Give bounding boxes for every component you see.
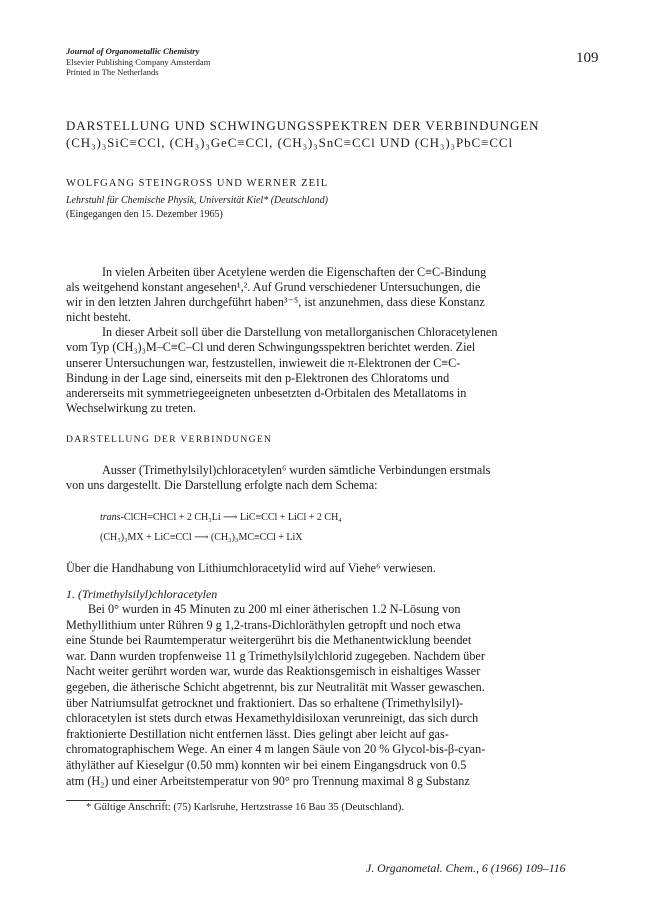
text-line: In vielen Arbeiten über Acetylene werden die Eigenschaften der C≡C-Bindung	[102, 265, 487, 279]
subsection-heading	[66, 587, 217, 602]
reaction-equation-1	[100, 512, 342, 523]
title-line-2: (CH₃)₃SiC≡CCl, (CH₃)₃GeC≡CCl, (CH₃)₃SnC≡CCl UND (CH₃)₃PbC≡CCl	[66, 135, 513, 150]
author-list: WOLFGANG STEINGROSS UND WERNER ZEIL	[66, 178, 329, 189]
printed-line: Printed in The Netherlands	[66, 67, 159, 78]
subsection-number: 1.	[66, 587, 75, 601]
text-line: Nacht weiter gerührt worden war, wurde das Reaktionsgemisch in eishaltiges Wasser	[66, 664, 481, 679]
footnote: * Gültige Anschrift: (75) Karlsruhe, Hertzstrasse 16 Bau 35 (Deutschland).	[86, 802, 405, 813]
text-line: andererseits mit symmetriegeeigneten unbesetzten d-Orbitalen des Metallatoms in	[66, 385, 467, 400]
procedure-paragraph	[66, 602, 600, 789]
text-line: nicht besteht.	[66, 310, 131, 325]
page-number: 109	[576, 50, 599, 66]
title-line-1: DARSTELLUNG UND SCHWINGUNGSSPEKTREN DER VERBINDUNGEN	[66, 118, 540, 133]
affiliation: Lehrstuhl für Chemische Physik, Universität Kiel* (Deutschland)	[66, 195, 328, 206]
trans-prefix: trans-	[100, 512, 124, 523]
section-intro	[66, 463, 600, 493]
section-heading: DARSTELLUNG DER VERBINDUNGEN	[66, 434, 273, 445]
footnote-divider	[66, 800, 166, 801]
text-line: als weitgehend konstant angesehen¹,². Auf Grund verschiedener Untersuchungen, die	[66, 280, 481, 295]
text-line: von uns dargestellt. Die Darstellung erfolgte nach dem Schema:	[66, 478, 378, 493]
journal-citation-footer: J. Organometal. Chem., 6 (1966) 109–116	[366, 861, 566, 875]
publisher-line: Elsevier Publishing Company Amsterdam	[66, 56, 211, 67]
reaction-equation-2: (CH₃)₃MX + LiC≡CCl ⟶ (CH₃)₃MC≡CCl + LiX	[100, 532, 303, 543]
journal-header	[66, 46, 210, 78]
text-line: Methyllithium unter Rühren 9 g 1,2-trans-Dichloräthylen getropft und noch etwa	[66, 617, 461, 632]
intro-paragraphs	[66, 265, 600, 416]
text-line: chloracetylen ist stets durch etwas Hexamethyldisiloxan verunreinigt, das sich durch	[66, 711, 479, 726]
text-line: äthyläther auf Kieselgur (0.50 mm) konnten wir bei einem Eingangsdruck von 0.5	[66, 757, 467, 772]
article-title	[66, 117, 539, 151]
journal-name: Journal of Organometallic Chemistry	[66, 46, 200, 56]
text-line: In dieser Arbeit soll über die Darstellung von metallorganischen Chloracetylenen	[102, 325, 498, 340]
subsection-title: (Trimethylsilyl)chloracetylen	[78, 587, 218, 601]
handling-note-paragraph	[66, 561, 600, 576]
text-line: war. Dann wurden tropfenweise 11 g Trimethylsilylchlorid zugegeben. Nachdem über	[66, 648, 485, 663]
text-line: chromatographischem Wege. An einer 4 m langen Säule von 20 % Glycol-bis-β-cyan-	[66, 742, 486, 757]
text-line: wir in den letzten Jahren durchgeführt haben³⁻⁵, ist anzunehmen, dass diese Konstanz	[66, 295, 485, 310]
text-line: Über die Handhabung von Lithiumchloracetylid wird auf Viehe⁶ verwiesen.	[66, 561, 436, 575]
text-line: atm (H₂) und einer Arbeitstemperatur von 90° pro Trennung maximal 8 g Substanz	[66, 773, 470, 788]
text-line: unserer Untersuchungen war, festzustellen, inwieweit die π-Elektronen der C≡C-	[66, 355, 461, 370]
text-line: Ausser (Trimethylsilyl)chloracetylen⁶ wurden sämtliche Verbindungen erstmals	[102, 463, 491, 477]
received-date: (Eingegangen den 15. Dezember 1965)	[66, 209, 223, 220]
text-line: Bindung in der Lage sind, einerseits mit den p-Elektronen des Chloratoms und	[66, 370, 450, 385]
text-line: vom Typ (CH₃)₃M–C≡C–Cl und deren Schwingungsspektren berichtet werden. Ziel	[66, 340, 476, 355]
equation-text: ClCH=CHCl + 2 CH₃Li ⟶ LiC≡CCl + LiCl + 2 CH₄	[123, 512, 342, 523]
text-line: gegeben, die ätherische Schicht abgetrennt, bis zur Neutralität mit Wasser gewaschen.	[66, 679, 485, 694]
text-line: eine Stunde bei Raumtemperatur weitergerührt bis die Methanentwicklung beendet	[66, 633, 472, 648]
text-line: Wechselwirkung zu treten.	[66, 400, 196, 415]
text-line: Bei 0° wurden in 45 Minuten zu 200 ml einer ätherischen 1.2 N-Lösung von	[88, 602, 461, 616]
text-line: fraktionierte Destillation nicht entfernen lässt. Dies gelingt aber leicht auf gas-	[66, 726, 449, 741]
text-line: über Natriumsulfat getrocknet und fraktioniert. Das so erhaltene (Trimethylsilyl)-	[66, 695, 464, 710]
